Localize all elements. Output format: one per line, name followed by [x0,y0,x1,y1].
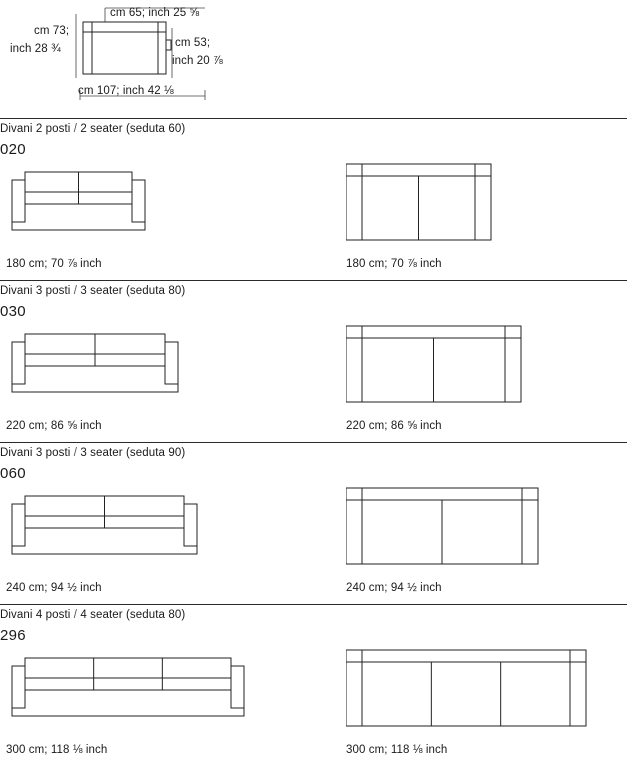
section-heading-en: 3 seater (seduta 90) [80,447,186,459]
top-diagram-label-top: cm 65; inch 25 ⅝ [110,7,200,19]
section-drawings [0,158,627,258]
top-diagram-label-bottom: cm 107; inch 42 ⅛ [78,85,174,97]
section-drawings [0,320,627,420]
sofa-section [0,118,627,280]
top-view-drawing [346,158,495,254]
model-code: 296 [0,627,26,644]
section-heading-it: Divani 3 posti [0,447,71,459]
section-heading-sep: / [70,609,81,621]
section-heading-it: Divani 3 posti [0,285,71,297]
top-diagram-drawing [0,0,627,118]
caption-front-view: 300 cm; 118 ⅛ inch [6,744,108,756]
section-heading-sep: / [70,123,81,135]
model-code: 030 [0,303,26,320]
section-captions [0,744,627,766]
caption-top-view: 220 cm; 86 ⅝ inch [346,420,442,432]
caption-top-view: 180 cm; 70 ⅞ inch [346,258,442,270]
caption-front-view: 240 cm; 94 ½ inch [6,582,102,594]
caption-top-view: 240 cm; 94 ½ inch [346,582,442,594]
section-captions [0,420,627,442]
caption-front-view: 180 cm; 70 ⅞ inch [6,258,102,270]
front-view-drawing [6,482,217,578]
section-heading-it: Divani 2 posti [0,123,71,135]
caption-front-view: 220 cm; 86 ⅝ inch [6,420,102,432]
section-heading [0,280,627,297]
section-heading-sep: / [70,285,81,297]
top-diagram-label-left-top: cm 73; [34,25,70,37]
section-captions [0,582,627,604]
caption-top-view: 300 cm; 118 ⅛ inch [346,744,448,756]
section-heading [0,442,627,459]
top-diagram-label-right-bottom: inch 20 ⅞ [172,55,223,67]
section-heading [0,604,627,621]
section-heading-en: 4 seater (seduta 80) [80,609,186,621]
section-heading [0,118,627,135]
sofa-section [0,604,627,766]
top-view-drawing [346,644,590,740]
front-view-drawing [6,158,165,254]
top-diagram-label-left-bottom: inch 28 ¾ [10,43,61,55]
top-view-drawing [346,482,542,578]
front-view-drawing [6,644,264,740]
sections-list [0,118,627,766]
top-dimension-diagram [0,0,627,118]
top-diagram-label-right-top: cm 53; [175,37,211,49]
top-view-drawing [346,320,525,416]
model-code: 020 [0,141,26,158]
section-captions [0,258,627,280]
sofa-section [0,280,627,442]
section-heading-sep: / [70,447,81,459]
section-heading-en: 2 seater (seduta 60) [80,123,186,135]
section-drawings [0,644,627,744]
model-code: 060 [0,465,26,482]
section-heading-en: 3 seater (seduta 80) [80,285,186,297]
section-drawings [0,482,627,582]
sofa-section [0,442,627,604]
front-view-drawing [6,320,198,416]
section-heading-it: Divani 4 posti [0,609,71,621]
